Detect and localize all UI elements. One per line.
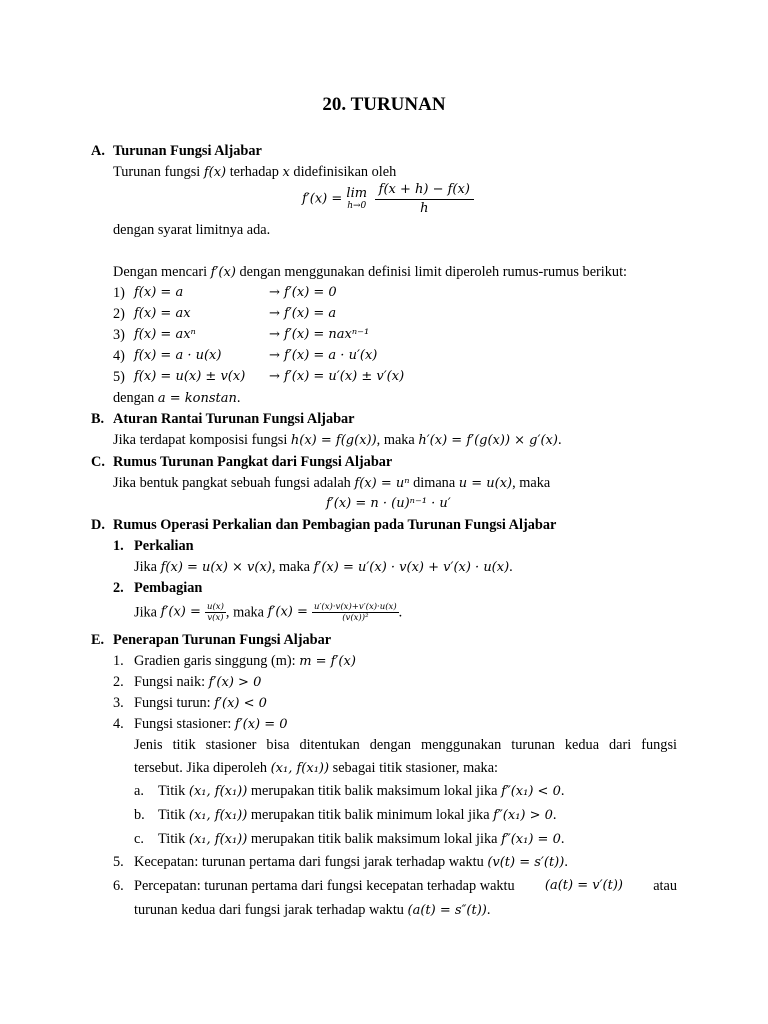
subitem-post: .	[552, 807, 557, 823]
application-math: f′(x) > 0	[208, 675, 262, 690]
subitem-point: (x₁, f(x₁))	[188, 808, 248, 823]
application-item	[134, 673, 261, 692]
application-number: 3.	[113, 695, 124, 711]
stationary-point: (x₁, f(x₁))	[270, 761, 330, 776]
stationary-pre: tersebut. Jika diperoleh	[134, 760, 268, 776]
power-rule-text	[113, 474, 550, 493]
acceleration-post: .	[486, 902, 491, 918]
application-math: f′(x) < 0	[214, 696, 267, 711]
section-b-heading: Aturan Rantai Turunan Fungsi Aljabar	[113, 411, 355, 427]
subitem-point: (x₁, f(x₁))	[188, 784, 248, 799]
rule-rhs: → f′(x) = naxⁿ⁻¹	[269, 327, 370, 342]
quotient-mid: , maka	[225, 604, 265, 621]
application-text: Fungsi turun:	[134, 695, 211, 711]
rule-rhs: → f′(x) = a	[269, 306, 337, 321]
section-e-heading: Penerapan Turunan Fungsi Aljabar	[113, 632, 332, 648]
product-post: .	[509, 559, 513, 575]
stationary-subitem	[158, 782, 564, 801]
definition-fraction	[375, 181, 474, 218]
acceleration-math1: (a(t) = v′(t))	[544, 878, 623, 893]
constant-pre: dengan	[113, 390, 155, 406]
quotient-result-denominator: (v(x))²	[342, 613, 369, 624]
stationary-post: sebagai titik stasioner, maka:	[332, 760, 499, 776]
power-formula: f′(x) = n · (u)ⁿ⁻¹ · u′	[326, 496, 451, 511]
section-c-marker: C.	[91, 454, 105, 470]
sub2-heading: Pembagian	[134, 580, 203, 596]
quotient-result-numerator: u′(x)·v(x)+v′(x)·u(x)	[314, 602, 397, 613]
acceleration-line2	[134, 901, 490, 920]
rules-intro-pre: Dengan mencari	[113, 264, 208, 280]
section-b-marker: B.	[91, 411, 105, 427]
section-e-marker: E.	[91, 632, 105, 648]
rule-lhs: f(x) = u(x) ± v(x)	[134, 369, 246, 384]
rule-rhs: → f′(x) = 0	[269, 285, 337, 300]
product-pre: Jika	[134, 559, 158, 575]
quotient-lhs: f′(x) =	[160, 604, 206, 620]
constant-math: a = konstan	[157, 391, 237, 406]
application-number: 1.	[113, 653, 124, 669]
product-result: f′(x) = u′(x) · v(x) + v′(x) · u(x)	[313, 560, 510, 575]
quotient-rule-text	[134, 598, 402, 627]
sub1-marker: 1.	[113, 538, 124, 554]
derivative-definition	[302, 181, 474, 218]
chain-text-mid: , maka	[376, 432, 415, 448]
acceleration-text1: Percepatan: turunan pertama dari fungsi kecepatan terhadap waktu	[134, 878, 515, 894]
quotient-fraction	[205, 602, 226, 623]
subitem-number: c.	[134, 831, 144, 847]
application-number: 6.	[113, 878, 124, 894]
quotient-post: .	[398, 604, 403, 621]
application-text: Fungsi stasioner:	[134, 716, 232, 732]
application-text: Gradien garis singgung (m):	[134, 653, 296, 669]
velocity-post: .	[564, 854, 568, 870]
acceleration-math2: (a(t) = s″(t))	[407, 903, 487, 918]
subitem-condition: f″(x₁) = 0	[501, 832, 561, 847]
rule-number: 4)	[113, 348, 125, 364]
rule-rhs: → f′(x) = a · u′(x)	[269, 348, 378, 363]
velocity-item	[134, 853, 568, 872]
section-a-heading: Turunan Fungsi Aljabar	[113, 143, 262, 159]
application-math: f′(x) = 0	[234, 717, 288, 732]
definition-lhs: f′(x) =	[302, 191, 347, 207]
subitem-condition: f″(x₁) > 0	[493, 808, 553, 823]
velocity-text: Kecepatan: turunan pertama dari fungsi jarak terhadap waktu	[134, 854, 484, 870]
rule-rhs: → f′(x) = u′(x) ± v′(x)	[269, 369, 405, 384]
power-text-post: , maka	[512, 475, 551, 491]
power-text-pre: Jika bentuk pangkat sebuah fungsi adalah	[113, 475, 351, 491]
sub1-heading: Perkalian	[134, 538, 194, 554]
acceleration-text1-post: atau	[653, 878, 677, 894]
quotient-result-fraction	[312, 602, 399, 623]
rule-lhs: f(x) = a · u(x)	[134, 348, 222, 363]
rules-intro-fx: f′(x)	[210, 265, 236, 280]
application-number: 2.	[113, 674, 124, 690]
chain-h: h(x) = f(g(x))	[290, 433, 377, 448]
application-number: 5.	[113, 854, 124, 870]
product-rule-text	[134, 558, 513, 577]
stationary-subitem	[158, 830, 564, 849]
application-item	[134, 694, 267, 713]
subitem-pre: Titik	[158, 783, 186, 799]
section-d-marker: D.	[91, 517, 105, 533]
subitem-condition: f″(x₁) < 0	[501, 784, 561, 799]
application-item	[134, 715, 288, 734]
intro-x: x	[282, 165, 290, 180]
application-item	[134, 652, 356, 671]
power-text-mid: dimana	[413, 475, 456, 491]
product-mid: , maka	[271, 559, 310, 575]
chain-rule-text	[113, 431, 562, 450]
intro-text-mid: terhadap	[229, 164, 279, 180]
rule-number: 5)	[113, 369, 125, 385]
subitem-pre: Titik	[158, 831, 186, 847]
subitem-mid: merupakan titik balik maksimum lokal jika	[250, 783, 498, 799]
subitem-number: b.	[134, 807, 145, 823]
acceleration-text2: turunan kedua dari fungsi jarak terhadap waktu	[134, 902, 404, 918]
quotient-numerator: u(x)	[207, 602, 224, 613]
power-f: f(x) = uⁿ	[354, 476, 410, 491]
intro-fx: f(x)	[203, 165, 227, 180]
rules-intro	[113, 263, 627, 282]
subitem-post: .	[560, 831, 565, 847]
rule-number: 1)	[113, 285, 125, 301]
rule-lhs: f(x) = ax	[134, 306, 191, 321]
subitem-mid: merupakan titik balik maksimum lokal jika	[250, 831, 498, 847]
stationary-text-line2	[134, 759, 498, 778]
constant-post: .	[236, 390, 241, 406]
subitem-point: (x₁, f(x₁))	[188, 832, 248, 847]
section-d-heading: Rumus Operasi Perkalian dan Pembagian pada Turunan Fungsi Aljabar	[113, 517, 557, 533]
section-a-intro	[113, 163, 396, 182]
section-c-heading: Rumus Turunan Pangkat dari Fungsi Aljabar	[113, 454, 393, 470]
page-title: 20. TURUNAN	[322, 94, 446, 115]
rule-number: 3)	[113, 327, 125, 343]
subitem-post: .	[560, 783, 565, 799]
stationary-text-line1: Jenis titik stasioner bisa ditentukan dengan menggunakan turunan kedua dari fungsi	[134, 737, 677, 753]
subitem-number: a.	[134, 783, 144, 799]
application-text: Fungsi naik:	[134, 674, 206, 690]
power-u: u = u(x)	[458, 476, 513, 491]
quotient-denominator: v(x)	[207, 613, 224, 624]
definition-denominator: h	[420, 201, 429, 216]
limit-operator	[346, 185, 368, 212]
limit-label: lim	[346, 185, 368, 201]
chain-result: h′(x) = f′(g(x)) × g′(x)	[418, 433, 558, 448]
limit-condition: dengan syarat limitnya ada.	[113, 222, 271, 238]
chain-text-post: .	[557, 432, 562, 448]
subitem-pre: Titik	[158, 807, 186, 823]
intro-text-pre: Turunan fungsi	[113, 164, 201, 180]
quotient-res-lhs: f′(x) =	[267, 604, 313, 620]
velocity-math: (v(t) = s′(t))	[487, 855, 565, 870]
limit-subscript: h→0	[347, 200, 367, 211]
application-math: m = f′(x)	[299, 654, 356, 669]
rule-lhs: f(x) = a	[134, 285, 184, 300]
definition-numerator: f(x + h) − f(x)	[375, 181, 474, 200]
quotient-pre: Jika	[134, 604, 158, 621]
acceleration-line1	[134, 877, 677, 895]
application-number: 4.	[113, 716, 124, 732]
section-a-marker: A.	[91, 143, 105, 159]
chain-text-pre: Jika terdapat komposisi fungsi	[113, 432, 288, 448]
sub2-marker: 2.	[113, 580, 124, 596]
intro-text-post: didefinisikan oleh	[293, 164, 397, 180]
subitem-mid: merupakan titik balik minimum lokal jika	[250, 807, 490, 823]
stationary-subitem	[158, 806, 557, 825]
rule-number: 2)	[113, 306, 125, 322]
rules-intro-post: dengan menggunakan definisi limit diperoleh rumus-rumus berikut:	[239, 264, 628, 280]
rule-lhs: f(x) = axⁿ	[134, 327, 196, 342]
constant-note	[113, 389, 240, 408]
product-f: f(x) = u(x) × v(x)	[160, 560, 272, 575]
rule-item	[113, 284, 125, 302]
